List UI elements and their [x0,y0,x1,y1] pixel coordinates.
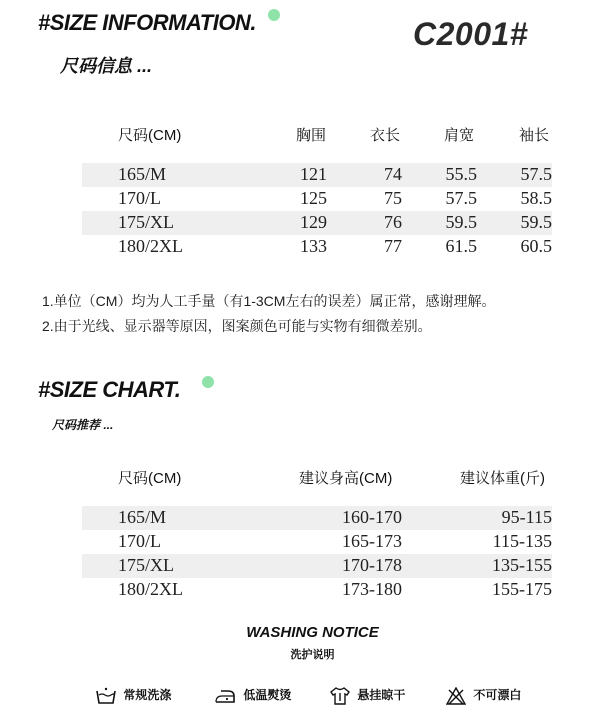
table-cell: 170-178 [342,555,402,575]
table-cell: 76 [384,212,402,232]
table-cell: 125 [300,188,327,208]
size-info-header-chest: 胸围 [296,127,327,144]
care-item-no-bleach [446,686,521,705]
table-cell: 121 [300,164,327,184]
table-cell: 74 [384,164,402,184]
no-bleach-icon [446,688,473,702]
accent-dot [268,9,280,21]
table-row [82,554,552,578]
care-label: 悬挂晾干 [357,688,406,702]
table-row [82,163,552,187]
size-chart-header-height: 建议身高(CM) [299,470,393,487]
size-chart-header-weight: 建议体重(斤) [460,470,545,487]
size-information-title [38,10,256,36]
care-item-wash [96,686,171,705]
size-info-header-shoulder: 肩宽 [444,127,475,144]
size-info-header-size: 尺码(CM) [118,127,182,144]
care-item-hang-dry [330,686,405,705]
table-cell: 175/XL [118,555,174,575]
note-color: 2.由于光线、显示器等原因，图案颜色可能与实物有细微差别。 [42,318,432,334]
table-cell: 55.5 [445,164,477,184]
size-chart-subtitle: 尺码推荐 ... [52,418,114,432]
table-cell: 180/2XL [118,579,183,599]
iron-icon [214,688,243,702]
table-cell: 173-180 [342,579,402,599]
table-cell: 160-170 [342,507,402,527]
size-info-header-length: 衣长 [370,127,401,144]
size-info-header-sleeve: 袖长 [519,127,550,144]
table-cell: 175/XL [118,212,174,232]
note-measurement: 1.单位（CM）均为人工手量（有1-3CM左右的误差）属正常，感谢理解。 [42,293,496,309]
table-cell: 57.5 [520,164,552,184]
table-row [82,530,552,554]
table-cell: 165/M [118,507,167,527]
hang-dry-icon [330,688,357,702]
wash-tub-icon [96,688,123,702]
table-row [82,211,552,235]
table-cell: 58.5 [520,188,552,208]
table-row [82,578,552,602]
table-cell: 59.5 [520,212,552,232]
table-cell: 165-173 [342,531,402,551]
washing-notice-title: WASHING NOTICE [246,624,379,641]
table-cell: 165/M [118,164,167,184]
table-row [82,506,552,530]
table-cell: 61.5 [445,236,477,256]
table-cell: 60.5 [520,236,552,256]
table-cell: 59.5 [445,212,477,232]
size-information-title-text: #SIZE INFORMATION. [38,10,256,35]
care-item-iron [214,686,291,705]
table-cell: 155-175 [492,579,552,599]
table-cell: 170/L [118,531,161,551]
table-row [82,235,552,259]
washing-notice-subtitle: 洗护说明 [290,649,335,661]
size-chart-header-size: 尺码(CM) [118,470,182,487]
table-cell: 135-155 [492,555,552,575]
table-cell: 180/2XL [118,236,183,256]
size-information-subtitle: 尺码信息 ... [60,56,153,76]
product-code: C2001# [413,16,529,52]
table-cell: 129 [300,212,327,232]
care-label: 低温熨烫 [243,688,292,702]
size-chart-title: #SIZE CHART. [38,377,181,402]
table-cell: 133 [300,236,327,256]
care-label: 不可漂白 [473,688,522,702]
table-row [82,187,552,211]
table-cell: 115-135 [492,531,552,551]
care-label: 常规洗涤 [123,688,172,702]
table-cell: 57.5 [445,188,477,208]
table-cell: 75 [384,188,402,208]
table-cell: 77 [384,236,402,256]
table-cell: 95-115 [501,507,552,527]
accent-dot [202,376,214,388]
table-cell: 170/L [118,188,161,208]
